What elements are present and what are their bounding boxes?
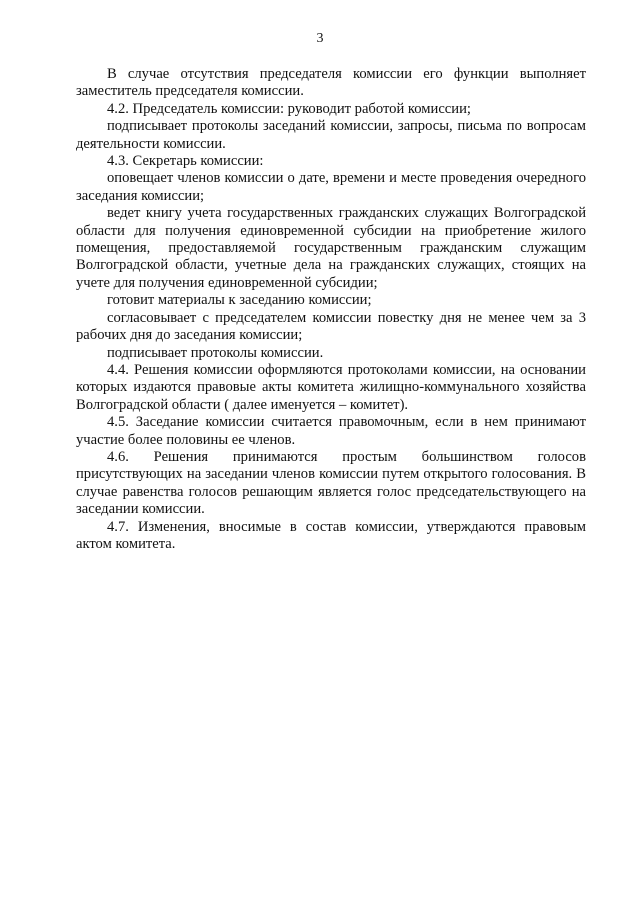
paragraph-secretary-materials: готовит материалы к заседанию комиссии; — [107, 292, 372, 309]
paragraph-secretary-register: ведет книгу учета государственных гражданских служащих Волгоградской области для получения единовременной субсидии на приобретение жилого помещения, предоставляемой государственным гражданским служащим Волгоградской области, учетные дела на гражданских служащих, стоящих на учете для получения единовременной субсидии; — [76, 205, 586, 291]
paragraph-secretary-agenda: согласовывает с председателем комиссии повестку дня не менее чем за 3 рабочих дня до заседания комиссии; — [76, 309, 586, 344]
paragraph-secretary-signs: подписывает протоколы комиссии. — [107, 344, 324, 361]
document-body — [76, 66, 586, 553]
paragraph-4-7: 4.7. Изменения, вносимые в состав комиссии, утверждаются правовым актом комитета. — [76, 518, 586, 552]
paragraph-4-2: 4.2. Председатель комиссии: руководит работой комиссии; — [107, 100, 471, 117]
page-number: 3 — [316, 31, 324, 46]
paragraph-secretary-notifies: оповещает членов комиссии о дате, времени и месте проведения очередного заседания комиссии; — [76, 170, 586, 204]
paragraph-4-6: 4.6. Решения принимаются простым большинством голосов присутствующих на заседании членов комиссии путем открытого голосования. В случае равенства голосов решающим является голос председательствующего на заседании комиссии. — [76, 448, 586, 518]
paragraph-4-3: 4.3. Секретарь комиссии: — [107, 153, 264, 170]
paragraph-4-4: 4.4. Решения комиссии оформляются протоколами комиссии, на основании которых издаются правовые акты комитета жилищно-коммунального хозяйства Волгоградской области ( далее именуется – комитет). — [76, 361, 586, 413]
paragraph-deputy-chair: В случае отсутствия председателя комиссии его функции выполняет заместитель председателя комиссии. — [76, 66, 586, 100]
paragraph-4-5: 4.5. Заседание комиссии считается правомочным, если в нем принимают участие более половины ее членов. — [76, 414, 586, 448]
paragraph-chair-signs: подписывает протоколы заседаний комиссии, запросы, письма по вопросам деятельности комиссии. — [76, 118, 586, 152]
